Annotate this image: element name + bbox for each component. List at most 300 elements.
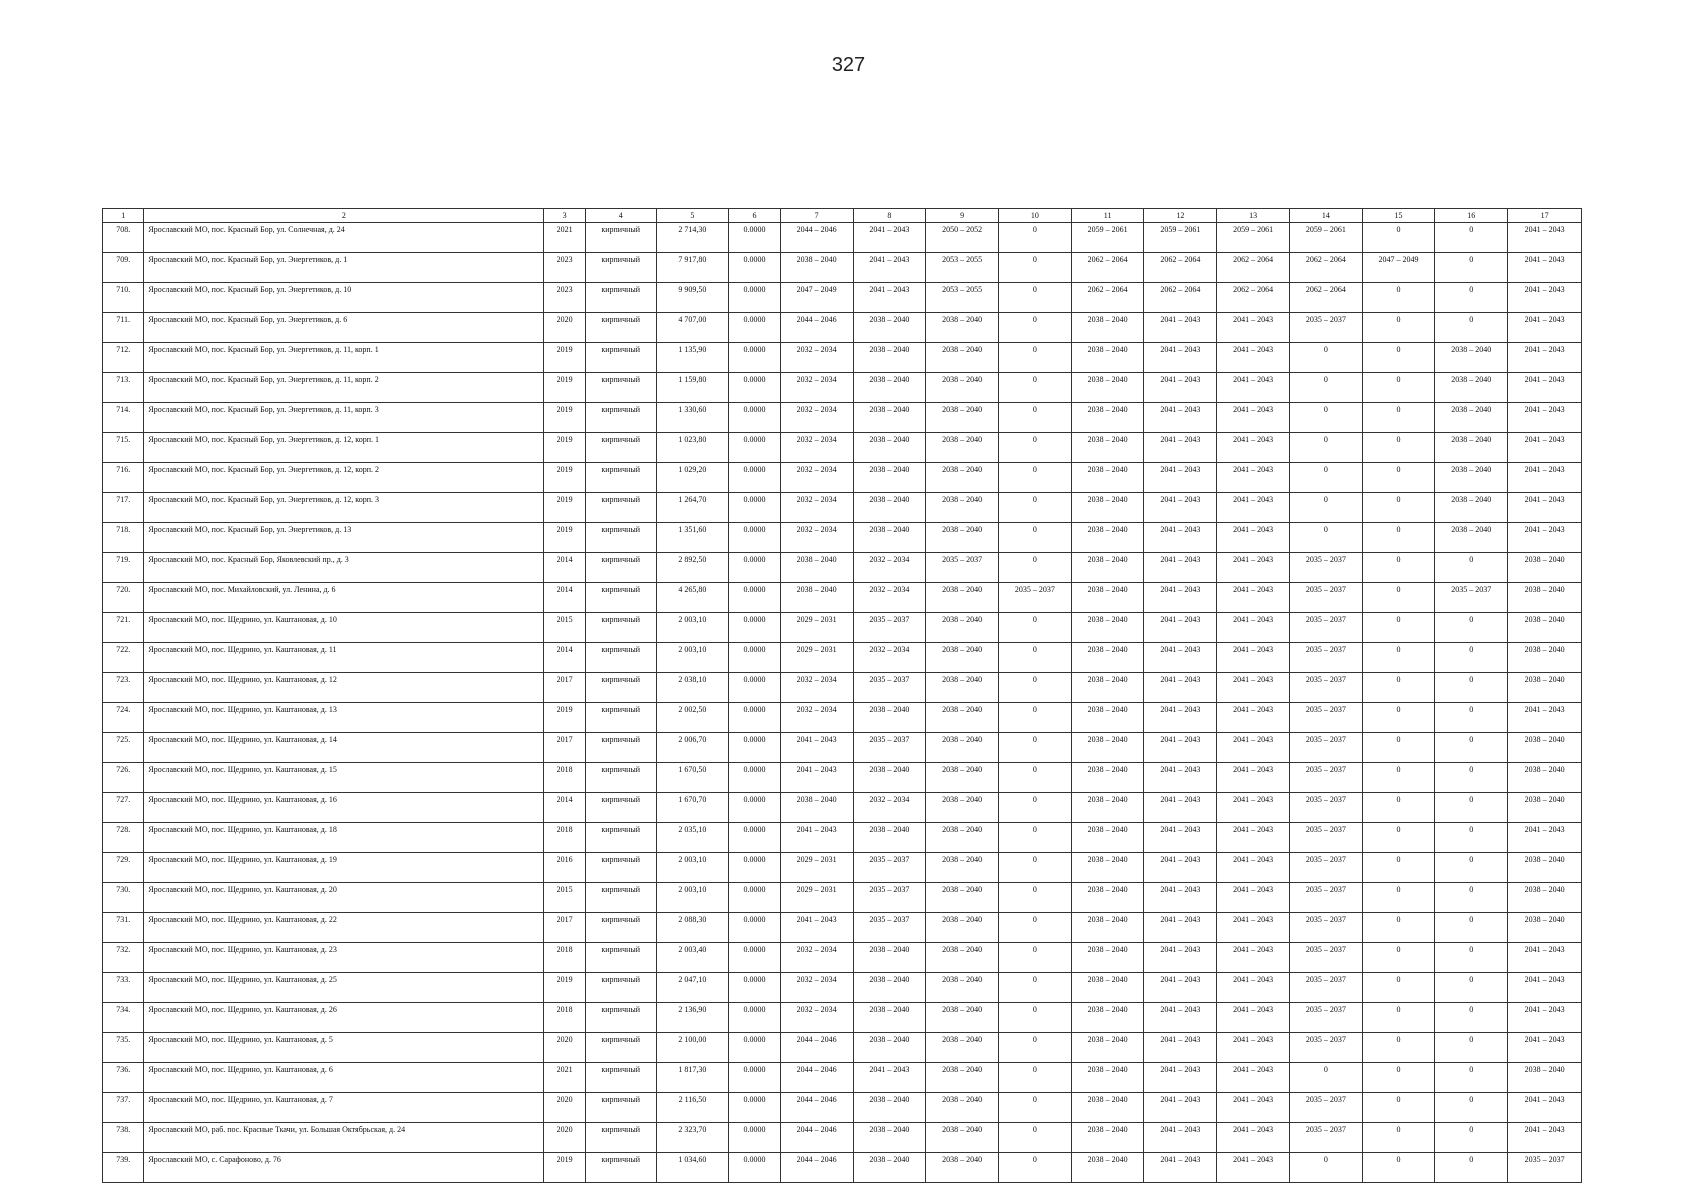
table-cell: 2047 – 2049 — [1362, 253, 1435, 283]
table-cell: 2035 – 2037 — [1289, 1003, 1362, 1033]
table-cell: Ярославский МО, пос. Щедрино, ул. Каштановая, д. 6 — [144, 1063, 544, 1093]
table-cell: 0 — [1435, 883, 1508, 913]
table-cell: 2038 – 2040 — [926, 583, 999, 613]
table-cell: 0 — [1362, 1063, 1435, 1093]
table-cell: 2041 – 2043 — [1217, 1123, 1290, 1153]
table-cell: Ярославский МО, пос. Красный Бор, ул. Энергетиков, д. 10 — [144, 283, 544, 313]
table-row — [103, 703, 1582, 733]
table-cell: 2041 – 2043 — [1217, 1093, 1290, 1123]
table-cell: 2019 — [544, 433, 585, 463]
table-row — [103, 463, 1582, 493]
table-cell: 2038 – 2040 — [1071, 433, 1144, 463]
table-cell: 2038 – 2040 — [926, 1063, 999, 1093]
table-cell: 0 — [999, 223, 1072, 253]
table-cell: 0.0000 — [729, 883, 781, 913]
table-cell: 2044 – 2046 — [780, 1033, 853, 1063]
table-cell: 2019 — [544, 343, 585, 373]
table-cell: 2062 – 2064 — [1144, 283, 1217, 313]
table-cell: 2038 – 2040 — [926, 853, 999, 883]
table-cell: 0 — [999, 1123, 1072, 1153]
table-cell: 0 — [1435, 1003, 1508, 1033]
table-cell: 2038 – 2040 — [853, 1153, 926, 1183]
table-cell: 0 — [999, 673, 1072, 703]
table-cell: 2038 – 2040 — [1071, 793, 1144, 823]
table-cell: 2041 – 2043 — [1217, 853, 1290, 883]
table-row — [103, 733, 1582, 763]
table-row — [103, 343, 1582, 373]
table-cell: 726. — [103, 763, 144, 793]
table-row — [103, 493, 1582, 523]
table-cell: 2038 – 2040 — [853, 403, 926, 433]
table-cell: 0 — [999, 283, 1072, 313]
table-cell: Ярославский МО, пос. Красный Бор, ул. Энергетиков, д. 1 — [144, 253, 544, 283]
table-cell: 0.0000 — [729, 463, 781, 493]
table-cell: 0 — [999, 763, 1072, 793]
table-cell: 2041 – 2043 — [1144, 913, 1217, 943]
table-cell: 2041 – 2043 — [1217, 1063, 1290, 1093]
table-cell: 2 038,10 — [656, 673, 729, 703]
table-cell: 0.0000 — [729, 643, 781, 673]
table-cell: 2038 – 2040 — [1071, 343, 1144, 373]
table-cell: 0 — [1289, 523, 1362, 553]
table-cell: 2032 – 2034 — [780, 403, 853, 433]
table-cell: 2021 — [544, 223, 585, 253]
table-cell: 0 — [1362, 463, 1435, 493]
table-cell: Ярославский МО, пос. Красный Бор, ул. Энергетиков, д. 13 — [144, 523, 544, 553]
table-cell: 2035 – 2037 — [1435, 583, 1508, 613]
table-cell: кирпичный — [585, 463, 656, 493]
table-cell: 0.0000 — [729, 493, 781, 523]
table-cell: кирпичный — [585, 343, 656, 373]
table-cell: Ярославский МО, пос. Красный Бор, ул. Энергетиков, д. 12, корп. 2 — [144, 463, 544, 493]
column-header-9: 9 — [926, 209, 999, 223]
table-row — [103, 1003, 1582, 1033]
table-cell: 0 — [1435, 703, 1508, 733]
table-cell: 2041 – 2043 — [1144, 643, 1217, 673]
table-cell: 2038 – 2040 — [926, 913, 999, 943]
table-cell: 2038 – 2040 — [780, 793, 853, 823]
table-cell: 2041 – 2043 — [1217, 343, 1290, 373]
column-number-row — [103, 209, 1582, 223]
table-cell: 2038 – 2040 — [1508, 763, 1582, 793]
housing-register-table — [102, 208, 1582, 1183]
table-cell: 2038 – 2040 — [1071, 643, 1144, 673]
table-cell: 2038 – 2040 — [853, 823, 926, 853]
table-cell: 2041 – 2043 — [1508, 463, 1582, 493]
table-cell: 2038 – 2040 — [1435, 433, 1508, 463]
table-cell: 2038 – 2040 — [1071, 1033, 1144, 1063]
table-cell: 2038 – 2040 — [1508, 913, 1582, 943]
table-cell: 2041 – 2043 — [1144, 403, 1217, 433]
table-cell: 0 — [1362, 313, 1435, 343]
table-row — [103, 613, 1582, 643]
table-row — [103, 1153, 1582, 1183]
table-cell: 2038 – 2040 — [1071, 883, 1144, 913]
table-cell: 2035 – 2037 — [1289, 313, 1362, 343]
table-cell: 2038 – 2040 — [1071, 373, 1144, 403]
table-cell: 733. — [103, 973, 144, 1003]
table-cell: кирпичный — [585, 313, 656, 343]
table-cell: 2038 – 2040 — [1071, 763, 1144, 793]
table-cell: 2041 – 2043 — [1508, 703, 1582, 733]
table-cell: 730. — [103, 883, 144, 913]
table-cell: 2 100,00 — [656, 1033, 729, 1063]
table-cell: 0 — [1362, 1153, 1435, 1183]
table-cell: 2035 – 2037 — [1508, 1153, 1582, 1183]
table-cell: Ярославский МО, с. Сарафоново, д. 76 — [144, 1153, 544, 1183]
table-cell: 2041 – 2043 — [1217, 313, 1290, 343]
table-cell: кирпичный — [585, 1003, 656, 1033]
table-cell: 0 — [1435, 643, 1508, 673]
table-cell: 2038 – 2040 — [926, 433, 999, 463]
table-cell: 0 — [1289, 463, 1362, 493]
table-row — [103, 373, 1582, 403]
table-cell: 2038 – 2040 — [1435, 463, 1508, 493]
table-row — [103, 643, 1582, 673]
table-cell: 2038 – 2040 — [1071, 1153, 1144, 1183]
table-cell: 0 — [1362, 643, 1435, 673]
table-cell: 0.0000 — [729, 553, 781, 583]
table-cell: 2041 – 2043 — [1144, 733, 1217, 763]
table-cell: 0 — [1435, 313, 1508, 343]
table-cell: 716. — [103, 463, 144, 493]
table-cell: 2038 – 2040 — [853, 433, 926, 463]
table-cell: 0 — [999, 463, 1072, 493]
table-cell: Ярославский МО, раб. пос. Красные Ткачи, ул. Большая Октябрьская, д. 24 — [144, 1123, 544, 1153]
table-cell: 0.0000 — [729, 1033, 781, 1063]
table-cell: 0 — [1435, 1033, 1508, 1063]
table-cell: 2038 – 2040 — [1508, 583, 1582, 613]
table-cell: 2035 – 2037 — [1289, 553, 1362, 583]
table-cell: 2018 — [544, 823, 585, 853]
table-cell: 2038 – 2040 — [780, 553, 853, 583]
table-cell: 2062 – 2064 — [1071, 253, 1144, 283]
table-cell: кирпичный — [585, 1153, 656, 1183]
table-cell: 2035 – 2037 — [1289, 1033, 1362, 1063]
table-cell: 2041 – 2043 — [1217, 703, 1290, 733]
table-cell: 2041 – 2043 — [1217, 733, 1290, 763]
table-cell: 2038 – 2040 — [926, 523, 999, 553]
table-cell: 2041 – 2043 — [1144, 1003, 1217, 1033]
table-cell: 0 — [999, 613, 1072, 643]
table-cell: 2041 – 2043 — [1508, 403, 1582, 433]
table-cell: 2038 – 2040 — [853, 973, 926, 1003]
table-cell: 2041 – 2043 — [1144, 553, 1217, 583]
table-cell: 2032 – 2034 — [853, 583, 926, 613]
column-header-1: 1 — [103, 209, 144, 223]
table-cell: 0 — [999, 493, 1072, 523]
table-cell: 0 — [1435, 763, 1508, 793]
table-cell: кирпичный — [585, 943, 656, 973]
table-cell: 2014 — [544, 553, 585, 583]
table-cell: кирпичный — [585, 793, 656, 823]
table-cell: 2035 – 2037 — [1289, 733, 1362, 763]
table-cell: Ярославский МО, пос. Щедрино, ул. Каштановая, д. 16 — [144, 793, 544, 823]
table-cell: Ярославский МО, пос. Красный Бор, ул. Энергетиков, д. 11, корп. 3 — [144, 403, 544, 433]
table-cell: 2038 – 2040 — [1508, 883, 1582, 913]
table-cell: 2038 – 2040 — [1071, 613, 1144, 643]
table-cell: 2014 — [544, 643, 585, 673]
table-cell: 708. — [103, 223, 144, 253]
table-cell: 2038 – 2040 — [1071, 313, 1144, 343]
table-cell: 0 — [1435, 853, 1508, 883]
table-cell: 713. — [103, 373, 144, 403]
table-cell: 0 — [1362, 373, 1435, 403]
table-cell: 0.0000 — [729, 703, 781, 733]
table-cell: 0 — [1435, 253, 1508, 283]
table-cell: 2041 – 2043 — [1508, 523, 1582, 553]
column-header-12: 12 — [1144, 209, 1217, 223]
table-cell: 2041 – 2043 — [1217, 553, 1290, 583]
table-cell: 0 — [999, 793, 1072, 823]
table-cell: 2023 — [544, 283, 585, 313]
column-header-6: 6 — [729, 209, 781, 223]
table-cell: 2062 – 2064 — [1289, 283, 1362, 313]
table-cell: 2059 – 2061 — [1071, 223, 1144, 253]
table-cell: 2038 – 2040 — [853, 1003, 926, 1033]
table-cell: 2035 – 2037 — [1289, 943, 1362, 973]
table-cell: 2032 – 2034 — [780, 673, 853, 703]
table-cell: Ярославский МО, пос. Красный Бор, ул. Энергетиков, д. 12, корп. 1 — [144, 433, 544, 463]
table-row — [103, 943, 1582, 973]
table-cell: Ярославский МО, пос. Щедрино, ул. Каштановая, д. 14 — [144, 733, 544, 763]
table-cell: кирпичный — [585, 613, 656, 643]
table-cell: 2044 – 2046 — [780, 1063, 853, 1093]
table-cell: кирпичный — [585, 1123, 656, 1153]
table-cell: Ярославский МО, пос. Красный Бор, ул. Энергетиков, д. 11, корп. 2 — [144, 373, 544, 403]
table-cell: 736. — [103, 1063, 144, 1093]
table-cell: кирпичный — [585, 913, 656, 943]
table-cell: 0 — [1289, 493, 1362, 523]
table-cell: 2041 – 2043 — [1217, 793, 1290, 823]
table-cell: 0 — [999, 1033, 1072, 1063]
table-cell: 2020 — [544, 313, 585, 343]
table-cell: 2038 – 2040 — [1071, 733, 1144, 763]
table-cell: 2029 – 2031 — [780, 883, 853, 913]
column-header-17: 17 — [1508, 209, 1582, 223]
table-cell: 2035 – 2037 — [1289, 643, 1362, 673]
table-row — [103, 523, 1582, 553]
table-cell: 0 — [1289, 1063, 1362, 1093]
table-cell: 2018 — [544, 943, 585, 973]
table-cell: 2062 – 2064 — [1217, 283, 1290, 313]
table-cell: 0.0000 — [729, 313, 781, 343]
table-cell: 0 — [999, 643, 1072, 673]
table-cell: 2035 – 2037 — [853, 733, 926, 763]
table-cell: 2038 – 2040 — [926, 703, 999, 733]
table-cell: кирпичный — [585, 253, 656, 283]
table-cell: 2044 – 2046 — [780, 1153, 853, 1183]
table-cell: 2038 – 2040 — [1508, 613, 1582, 643]
table-cell: 0 — [1362, 523, 1435, 553]
table-cell: 2041 – 2043 — [1144, 583, 1217, 613]
table-cell: 0 — [999, 1093, 1072, 1123]
table-cell: 0.0000 — [729, 973, 781, 1003]
table-cell: 711. — [103, 313, 144, 343]
page-number: 327 — [831, 54, 866, 76]
table-cell: 1 029,20 — [656, 463, 729, 493]
table-body — [103, 223, 1582, 1183]
table-cell: 0 — [1362, 673, 1435, 703]
table-cell: 2032 – 2034 — [780, 463, 853, 493]
column-header-13: 13 — [1217, 209, 1290, 223]
table-cell: 2035 – 2037 — [1289, 1123, 1362, 1153]
table-cell: 2015 — [544, 883, 585, 913]
table-cell: 0 — [1362, 703, 1435, 733]
table-cell: кирпичный — [585, 673, 656, 703]
table-row — [103, 973, 1582, 1003]
table-cell: 2038 – 2040 — [853, 703, 926, 733]
table-cell: 2038 – 2040 — [1071, 913, 1144, 943]
table-cell: 2062 – 2064 — [1289, 253, 1362, 283]
table-cell: 2038 – 2040 — [1071, 1063, 1144, 1093]
table-cell: 0 — [999, 253, 1072, 283]
table-cell: 2032 – 2034 — [853, 553, 926, 583]
table-cell: кирпичный — [585, 373, 656, 403]
table-cell: 2041 – 2043 — [1217, 913, 1290, 943]
table-cell: 0.0000 — [729, 793, 781, 823]
table-cell: 0.0000 — [729, 733, 781, 763]
table-cell: 2038 – 2040 — [1508, 553, 1582, 583]
table-cell: 2035 – 2037 — [1289, 973, 1362, 1003]
table-cell: 1 135,90 — [656, 343, 729, 373]
table-cell: 2017 — [544, 733, 585, 763]
table-cell: Ярославский МО, пос. Красный Бор, ул. Энергетиков, д. 6 — [144, 313, 544, 343]
table-cell: 2041 – 2043 — [1217, 673, 1290, 703]
table-cell: 0 — [1362, 973, 1435, 1003]
table-cell: 2044 – 2046 — [780, 223, 853, 253]
table-cell: 2035 – 2037 — [1289, 913, 1362, 943]
table-cell: Ярославский МО, пос. Щедрино, ул. Каштановая, д. 22 — [144, 913, 544, 943]
table-cell: 719. — [103, 553, 144, 583]
table-cell: 2038 – 2040 — [853, 313, 926, 343]
table-cell: 724. — [103, 703, 144, 733]
table-cell: 2019 — [544, 703, 585, 733]
table-cell: 2038 – 2040 — [1508, 643, 1582, 673]
table-cell: 0 — [999, 313, 1072, 343]
table-cell: 0 — [1435, 223, 1508, 253]
table-cell: 0 — [1435, 943, 1508, 973]
table-cell: 1 023,80 — [656, 433, 729, 463]
table-cell: 2019 — [544, 1153, 585, 1183]
table-cell: 2041 – 2043 — [1144, 1153, 1217, 1183]
table-cell: 0 — [999, 883, 1072, 913]
table-cell: 2041 – 2043 — [1217, 463, 1290, 493]
table-cell: кирпичный — [585, 493, 656, 523]
table-cell: 2047 – 2049 — [780, 283, 853, 313]
table-cell: 0 — [999, 913, 1072, 943]
table-cell: 0 — [1435, 913, 1508, 943]
table-cell: 2038 – 2040 — [1508, 673, 1582, 703]
table-cell: 737. — [103, 1093, 144, 1123]
table-cell: 2038 – 2040 — [926, 1123, 999, 1153]
table-cell: 7 917,80 — [656, 253, 729, 283]
table-cell: кирпичный — [585, 403, 656, 433]
table-cell: 2038 – 2040 — [926, 463, 999, 493]
table-cell: 2041 – 2043 — [1144, 433, 1217, 463]
table-cell: 2038 – 2040 — [926, 1033, 999, 1063]
table-cell: 2032 – 2034 — [780, 373, 853, 403]
table-cell: 2038 – 2040 — [926, 943, 999, 973]
table-cell: кирпичный — [585, 1063, 656, 1093]
table-cell: 2038 – 2040 — [853, 493, 926, 523]
table-cell: 2041 – 2043 — [1217, 1033, 1290, 1063]
table-cell: кирпичный — [585, 823, 656, 853]
table-cell: 2014 — [544, 793, 585, 823]
table-row — [103, 283, 1582, 313]
table-cell: 735. — [103, 1033, 144, 1063]
table-cell: 2053 – 2055 — [926, 283, 999, 313]
table-cell: 2059 – 2061 — [1217, 223, 1290, 253]
table-cell: 2038 – 2040 — [780, 253, 853, 283]
table-row — [103, 1093, 1582, 1123]
table-cell: 0 — [1289, 433, 1362, 463]
table-cell: 0 — [1435, 1123, 1508, 1153]
table-cell: 0.0000 — [729, 1093, 781, 1123]
table-cell: 2038 – 2040 — [1071, 523, 1144, 553]
table-cell: 2032 – 2034 — [780, 433, 853, 463]
table-cell: 2038 – 2040 — [853, 1033, 926, 1063]
column-header-2: 2 — [144, 209, 544, 223]
table-cell: кирпичный — [585, 1033, 656, 1063]
table-cell: 0 — [1362, 853, 1435, 883]
table-cell: 0.0000 — [729, 853, 781, 883]
table-cell: 2041 – 2043 — [1508, 493, 1582, 523]
table-cell: 2041 – 2043 — [1217, 403, 1290, 433]
table-cell: 2035 – 2037 — [1289, 763, 1362, 793]
table-cell: 732. — [103, 943, 144, 973]
table-cell: 2038 – 2040 — [926, 1153, 999, 1183]
table-cell: 2044 – 2046 — [780, 1123, 853, 1153]
table-cell: 2041 – 2043 — [1144, 793, 1217, 823]
table-cell: 0 — [1362, 763, 1435, 793]
table-cell: 2041 – 2043 — [1144, 523, 1217, 553]
table-cell: 2041 – 2043 — [780, 733, 853, 763]
table-cell: 0 — [1362, 1003, 1435, 1033]
table-cell: 2041 – 2043 — [1508, 823, 1582, 853]
table-cell: 2041 – 2043 — [1217, 613, 1290, 643]
table-cell: 2041 – 2043 — [1144, 1123, 1217, 1153]
table-cell: 2038 – 2040 — [1071, 583, 1144, 613]
table-cell: 2035 – 2037 — [1289, 1093, 1362, 1123]
table-cell: 2041 – 2043 — [1217, 493, 1290, 523]
table-cell: 2020 — [544, 1123, 585, 1153]
table-cell: 0 — [1362, 433, 1435, 463]
table-cell: 0.0000 — [729, 433, 781, 463]
table-cell: 0 — [1362, 613, 1435, 643]
column-header-7: 7 — [780, 209, 853, 223]
table-cell: 2035 – 2037 — [853, 913, 926, 943]
table-cell: 0 — [1435, 613, 1508, 643]
table-cell: 2038 – 2040 — [1071, 673, 1144, 703]
table-cell: 2041 – 2043 — [1144, 673, 1217, 703]
table-cell: 2041 – 2043 — [1508, 943, 1582, 973]
table-cell: 0 — [1435, 823, 1508, 853]
column-header-16: 16 — [1435, 209, 1508, 223]
table-cell: 2 714,30 — [656, 223, 729, 253]
table-cell: Ярославский МО, пос. Щедрино, ул. Каштановая, д. 26 — [144, 1003, 544, 1033]
table-cell: 0 — [999, 343, 1072, 373]
table-cell: 2041 – 2043 — [1144, 853, 1217, 883]
table-cell: 2023 — [544, 253, 585, 283]
table-cell: 0 — [1362, 223, 1435, 253]
table-cell: 2 047,10 — [656, 973, 729, 1003]
table-cell: Ярославский МО, пос. Щедрино, ул. Каштановая, д. 19 — [144, 853, 544, 883]
table-cell: 2041 – 2043 — [1144, 703, 1217, 733]
table-cell: 2032 – 2034 — [780, 943, 853, 973]
table-cell: 2041 – 2043 — [1144, 823, 1217, 853]
table-cell: кирпичный — [585, 973, 656, 1003]
